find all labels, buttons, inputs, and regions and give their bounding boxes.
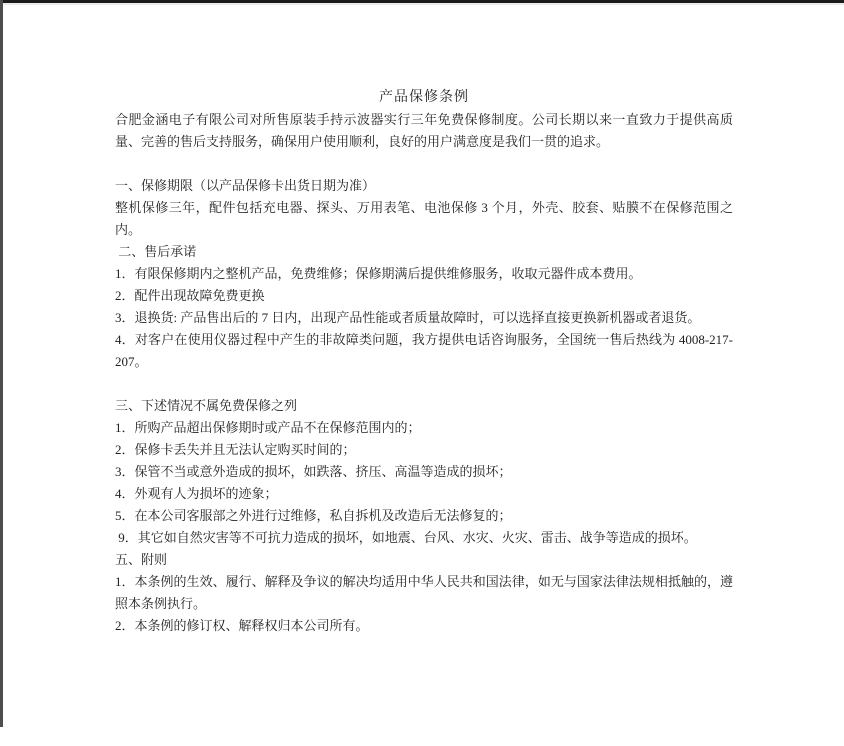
section-item: 2．配件出现故障免费更换 <box>115 288 265 303</box>
document-page <box>115 87 733 637</box>
document-title: 产品保修条例 <box>379 90 469 105</box>
warranty-section <box>115 549 733 637</box>
sections-container <box>115 175 733 637</box>
section-heading: 二、售后承诺 <box>115 244 197 259</box>
section-item: 9．其它如自然灾害等不可抗力造成的损坏，如地震、台风、水灾、火灾、雷击、战争等造成的损坏。 <box>115 530 697 545</box>
section-heading: 五、附则 <box>115 552 168 567</box>
section-heading: 三、下述情况不属免费保修之列 <box>115 398 298 413</box>
section-item: 1．所购产品超出保修期时或产品不在保修范围内的； <box>115 420 421 435</box>
section-item: 4．对客户在使用仪器过程中产生的非故障类问题，我方提供电话咨询服务，全国统一售后热线为 4008-217-207。 <box>115 332 733 369</box>
page-left-edge <box>0 0 3 727</box>
page-top-edge-shade <box>0 3 844 5</box>
section-item: 1．本条例的生效、履行、解释及争议的解决均适用中华人民共和国法律，如无与国家法律法规相抵触的，遵照本条例执行。 <box>115 574 733 611</box>
section-item: 3．退换货: 产品售出后的 7 日内，出现产品性能或者质量故障时，可以选择直接更换新机器或者退货。 <box>115 310 701 325</box>
warranty-section <box>115 241 733 373</box>
warranty-section <box>115 175 733 241</box>
section-item: 2．本条例的修订权、解释权归本公司所有。 <box>115 618 369 633</box>
section-item: 整机保修三年，配件包括充电器、探头、万用表笔、电池保修 3 个月，外壳、胶套、贴膜不在保修范围之内。 <box>115 200 733 237</box>
section-heading: 一、保修期限（以产品保修卡出货日期为准） <box>115 178 376 193</box>
intro-paragraph: 合肥金涵电子有限公司对所售原装手持示波器实行三年免费保修制度。公司长期以来一直致力于提供高质量、完善的售后支持服务，确保用户使用顺利，良好的用户满意度是我们一贯的追求。 <box>115 112 733 149</box>
section-item: 1．有限保修期内之整机产品，免费维修；保修期满后提供维修服务，收取元器件成本费用。 <box>115 266 642 281</box>
section-item: 4．外观有人为损坏的迹象； <box>115 486 278 501</box>
section-item: 2．保修卡丢失并且无法认定购买时间的； <box>115 442 356 457</box>
section-item: 3．保管不当或意外造成的损坏，如跌落、挤压、高温等造成的损坏； <box>115 464 512 479</box>
section-item: 5．在本公司客服部之外进行过维修，私自拆机及改造后无法修复的； <box>115 508 512 523</box>
warranty-section <box>115 395 733 549</box>
